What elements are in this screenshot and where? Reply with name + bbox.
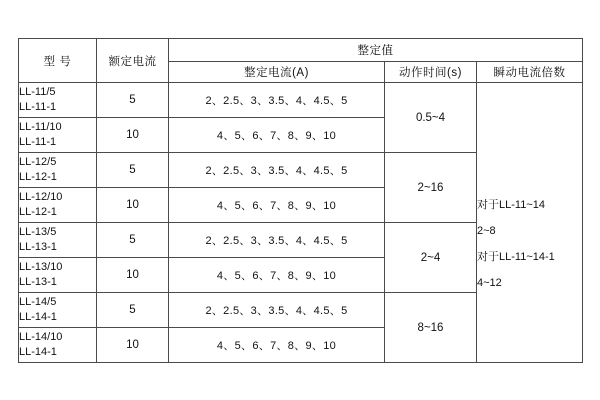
setting-current-cell: 4、5、6、7、8、9、10	[169, 258, 385, 293]
model-line-1: LL-11/10	[19, 121, 62, 133]
rated-current-cell: 5	[97, 83, 169, 118]
setting-current-cell: 2、2.5、3、3.5、4、4.5、5	[169, 83, 385, 118]
model-cell	[19, 293, 97, 328]
model-line-2: LL-14-1	[19, 346, 57, 358]
model-line-2: LL-13-1	[19, 241, 57, 253]
model-line-1: LL-14/10	[19, 331, 63, 343]
model-cell	[19, 153, 97, 188]
setting-current-cell: 4、5、6、7、8、9、10	[169, 118, 385, 153]
header-rated-current: 额定电流	[97, 39, 169, 83]
table-row	[19, 83, 583, 118]
table-header-row-1	[19, 39, 583, 62]
model-line-1: LL-13/10	[19, 261, 63, 273]
model-cell	[19, 258, 97, 293]
setting-current-cell: 2、2.5、3、3.5、4、4.5、5	[169, 223, 385, 258]
instant-multiple-content	[477, 150, 582, 296]
setting-current-cell: 2、2.5、3、3.5、4、4.5、5	[169, 293, 385, 328]
model-line-1: LL-12/5	[19, 156, 57, 168]
header-model: 型 号	[19, 39, 97, 83]
model-line-2: LL-12-1	[19, 171, 57, 183]
instant-multiple-cell	[477, 83, 583, 363]
specification-table	[18, 38, 583, 363]
model-cell	[19, 118, 97, 153]
model-line-2: LL-12-1	[19, 206, 57, 218]
header-setting-current: 整定电流(A)	[169, 62, 385, 83]
model-line-1: LL-14/5	[19, 296, 57, 308]
model-cell	[19, 83, 97, 118]
header-action-time: 动作时间(s)	[385, 62, 477, 83]
multiple-line-2: 2~8	[477, 224, 496, 237]
action-time-cell: 2~4	[385, 223, 477, 293]
multiple-line-3: 对于LL-11~14-1	[477, 250, 555, 263]
model-cell	[19, 223, 97, 258]
rated-current-cell: 5	[97, 293, 169, 328]
model-line-1: LL-12/10	[19, 191, 63, 203]
model-line-2: LL-14-1	[19, 311, 57, 323]
rated-current-cell: 10	[97, 258, 169, 293]
action-time-cell: 8~16	[385, 293, 477, 363]
multiple-line-4: 4~12	[477, 276, 502, 289]
model-line-2: LL-11-1	[19, 136, 57, 148]
header-instant-multiple: 瞬动电流倍数	[477, 62, 583, 83]
setting-current-cell: 4、5、6、7、8、9、10	[169, 188, 385, 223]
model-line-2: LL-11-1	[19, 101, 57, 113]
model-line-2: LL-13-1	[19, 276, 57, 288]
rated-current-cell: 10	[97, 328, 169, 363]
model-line-1: LL-11/5	[19, 86, 56, 98]
rated-current-cell: 5	[97, 223, 169, 258]
model-line-1: LL-13/5	[19, 226, 57, 238]
multiple-line-1: 对于LL-11~14	[477, 198, 545, 211]
setting-current-cell: 4、5、6、7、8、9、10	[169, 328, 385, 363]
action-time-cell: 0.5~4	[385, 83, 477, 153]
model-cell	[19, 328, 97, 363]
setting-current-cell: 2、2.5、3、3.5、4、4.5、5	[169, 153, 385, 188]
rated-current-cell: 5	[97, 153, 169, 188]
spec-table-container	[18, 38, 582, 363]
rated-current-cell: 10	[97, 188, 169, 223]
rated-current-cell: 10	[97, 118, 169, 153]
header-setting-group: 整定值	[169, 39, 583, 62]
model-cell	[19, 188, 97, 223]
action-time-cell: 2~16	[385, 153, 477, 223]
